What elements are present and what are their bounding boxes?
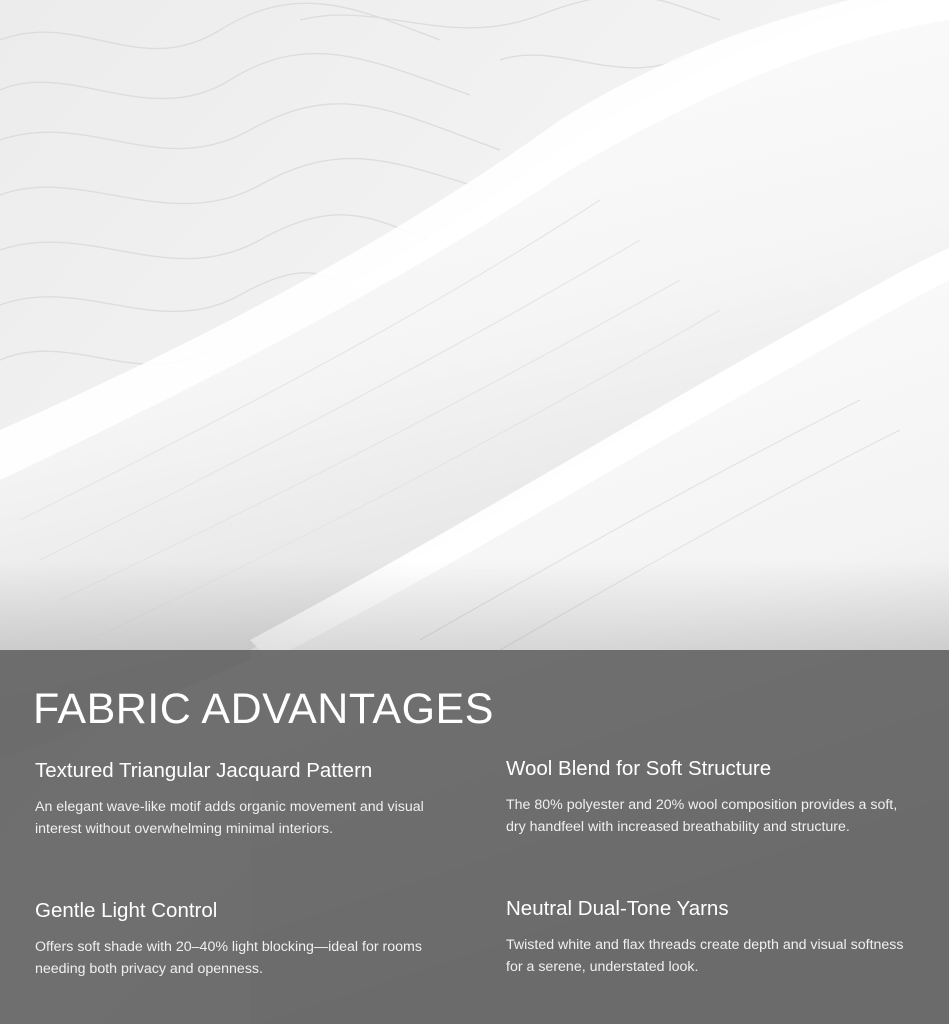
feature-description: Twisted white and flax threads create depth and visual softness for a serene, understated look. [506, 937, 904, 975]
feature-heading: Gentle Light Control [35, 899, 218, 922]
feature-heading: Textured Triangular Jacquard Pattern [35, 759, 373, 782]
feature-description: An elegant wave-like motif adds organic movement and visual interest without overwhelming minimal interiors. [35, 799, 424, 837]
feature-dual-tone-yarns [506, 897, 916, 978]
feature-description: Offers soft shade with 20–40% light blocking—ideal for rooms needing both privacy and openness. [35, 939, 422, 977]
feature-wool-blend [506, 757, 916, 838]
feature-jacquard-pattern [35, 759, 455, 840]
feature-description: The 80% polyester and 20% wool composition provides a soft, dry handfeel with increased breathability and structure. [506, 797, 898, 835]
feature-heading: Neutral Dual-Tone Yarns [506, 897, 729, 920]
section-title: FABRIC ADVANTAGES [33, 685, 494, 733]
feature-light-control [35, 899, 455, 980]
feature-heading: Wool Blend for Soft Structure [506, 757, 772, 780]
